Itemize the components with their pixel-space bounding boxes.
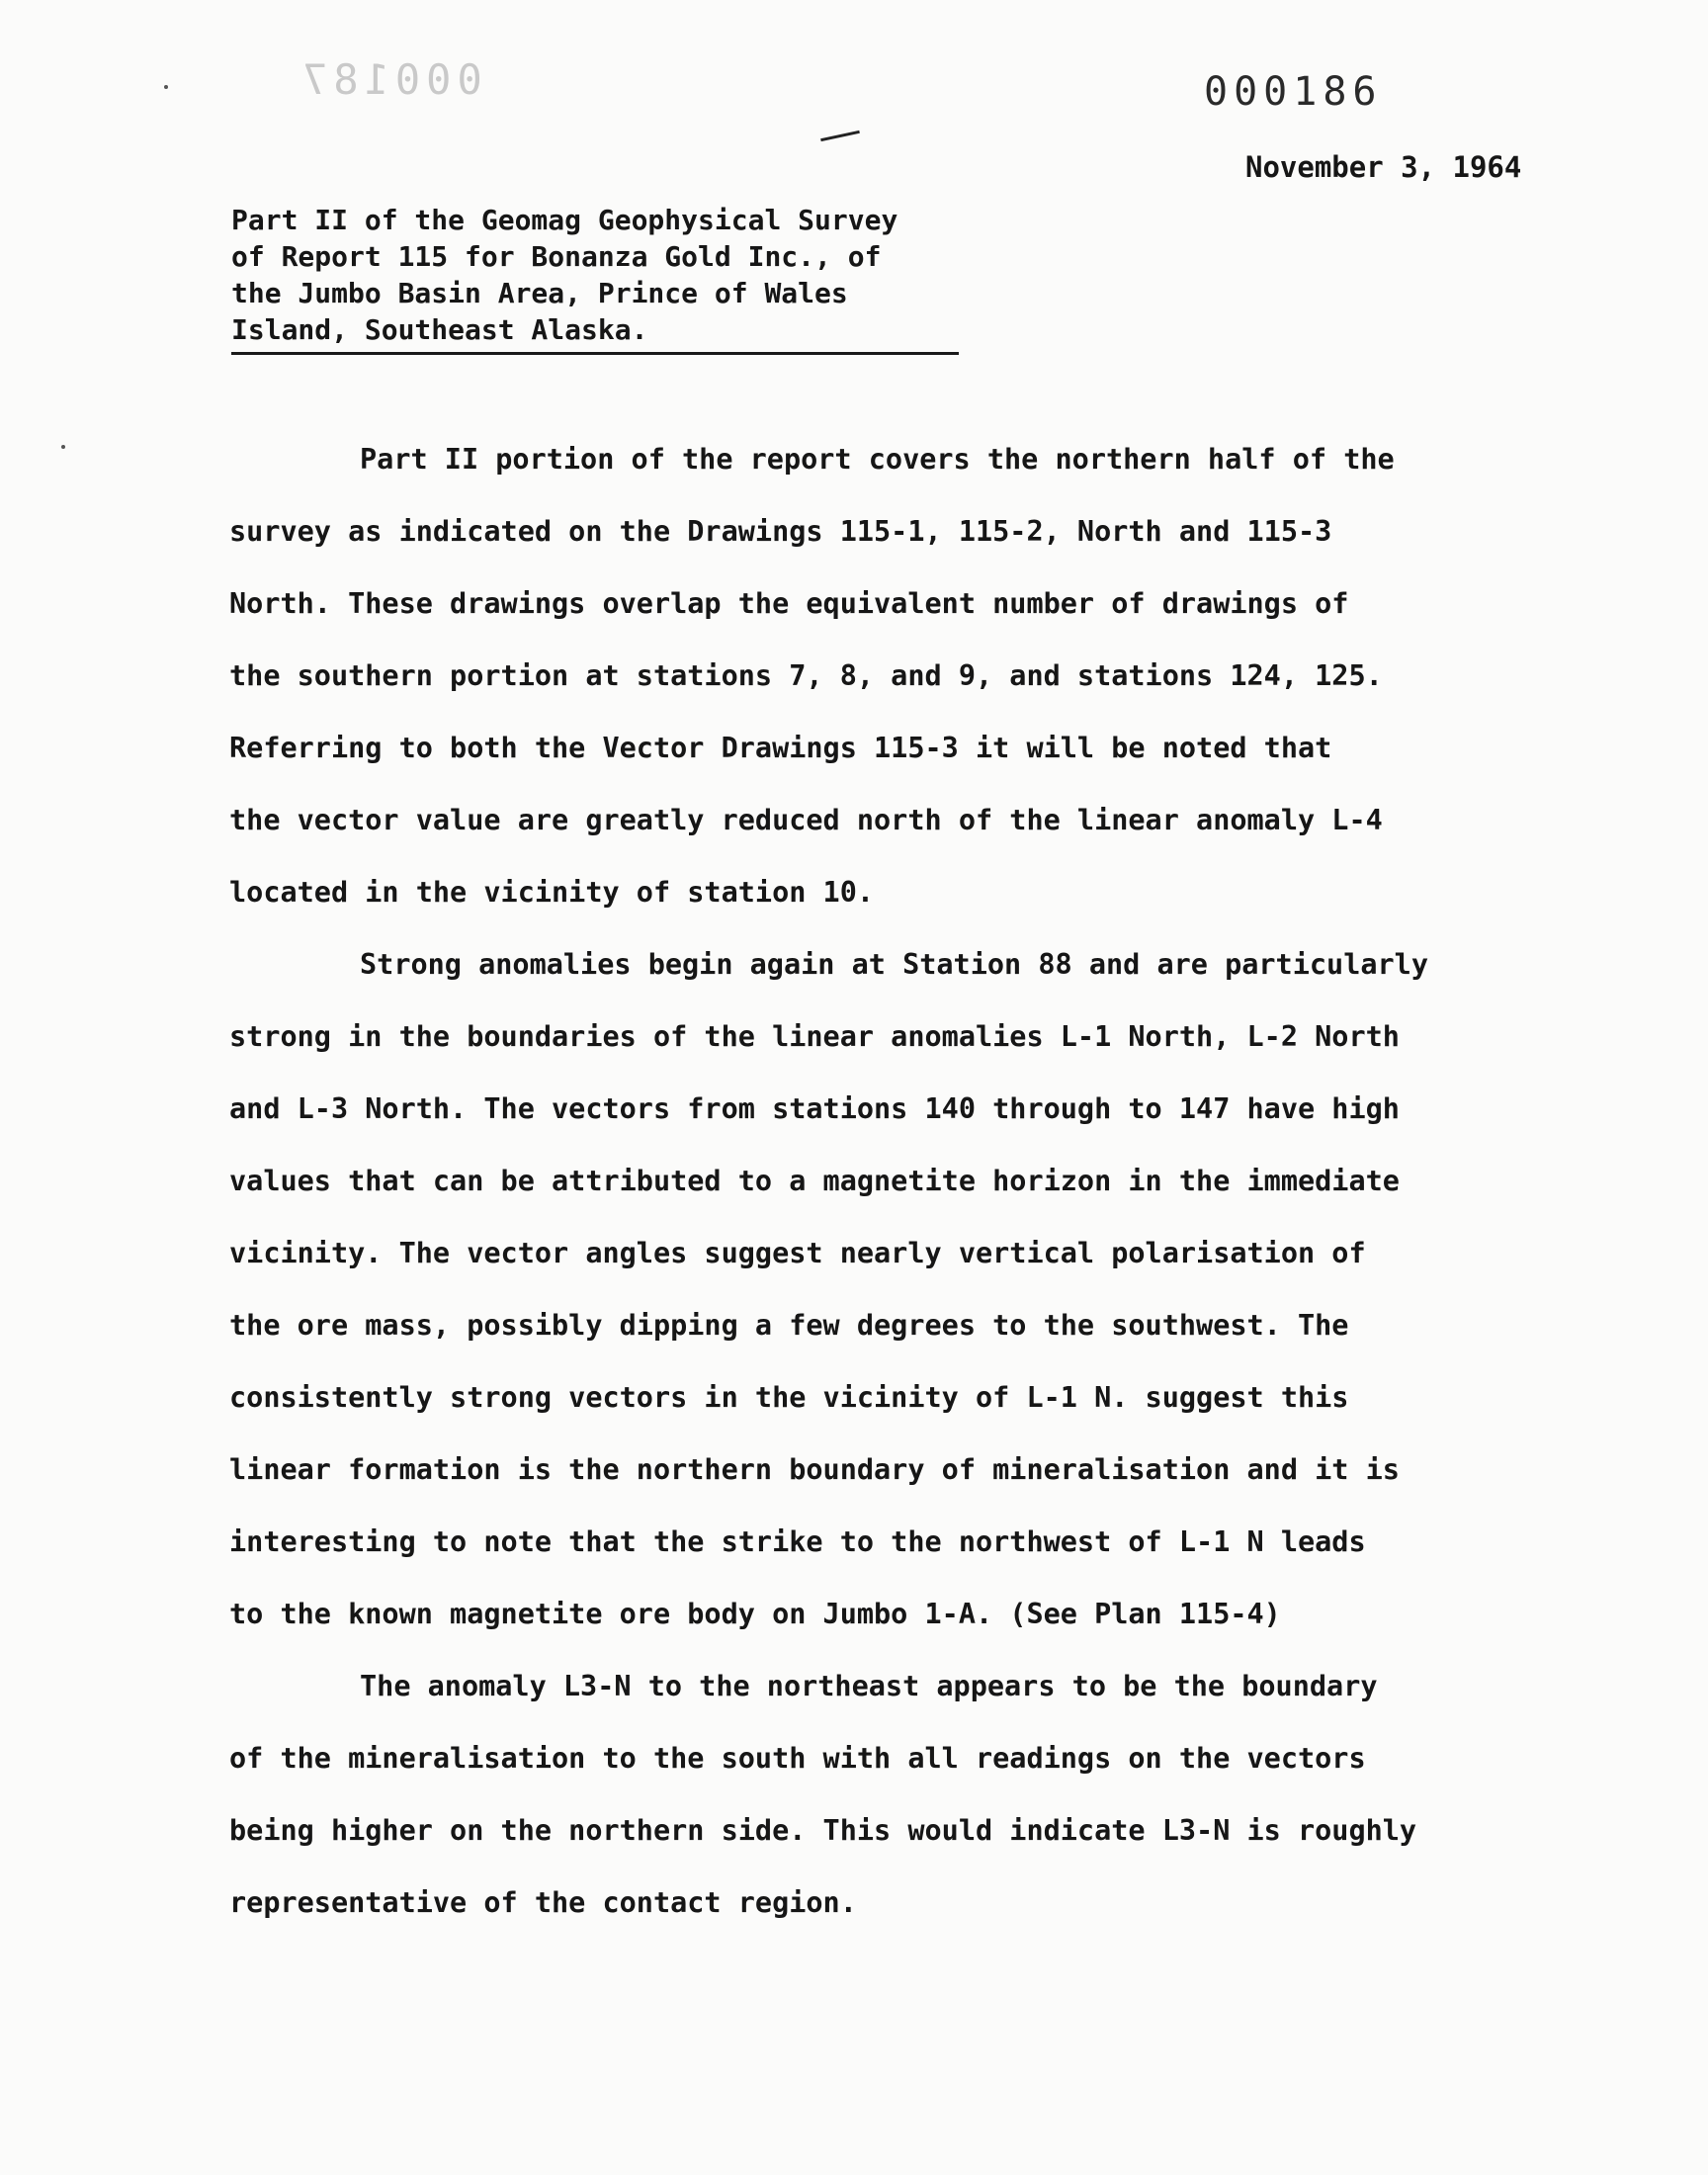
pen-stroke-mark: [820, 130, 860, 141]
text-line: Strong anomalies begin again at Station 88 and are particularly: [360, 948, 1428, 981]
bleed-through-page-number: 000187: [297, 55, 482, 104]
speck: [164, 85, 168, 89]
text-line: and L-3 North. The vectors from stations 140 through to 147 have high: [229, 1092, 1400, 1125]
text-line: located in the vicinity of station 10.: [229, 876, 875, 909]
text-line: of the mineralisation to the south with all readings on the vectors: [229, 1742, 1366, 1775]
text-line: consistently strong vectors in the vicinity of L-1 N. suggest this: [229, 1381, 1349, 1414]
text-line: The anomaly L3-N to the northeast appears to be the boundary: [360, 1670, 1378, 1702]
title-line: Island, Southeast Alaska.: [231, 313, 648, 346]
text-line: Part II portion of the report covers the northern half of the: [360, 443, 1395, 476]
speck: [61, 445, 65, 449]
text-line: interesting to note that the strike to the northwest of L-1 N leads: [229, 1525, 1366, 1558]
document-title: [231, 202, 959, 355]
title-line: of Report 115 for Bonanza Gold Inc., of: [231, 240, 882, 273]
text-line: the southern portion at stations 7, 8, and 9, and stations 124, 125.: [229, 659, 1383, 692]
text-line: Referring to both the Vector Drawings 115-3 it will be noted that: [229, 732, 1332, 764]
text-line: representative of the contact region.: [229, 1886, 857, 1919]
text-line: vicinity. The vector angles suggest nearly vertical polarisation of: [229, 1237, 1366, 1269]
text-line: to the known magnetite ore body on Jumbo 1-A. (See Plan 115-4): [229, 1598, 1281, 1630]
text-line: the ore mass, possibly dipping a few degrees to the southwest. The: [229, 1309, 1349, 1342]
text-line: being higher on the northern side. This would indicate L3-N is roughly: [229, 1814, 1417, 1847]
title-line: Part II of the Geomag Geophysical Survey: [231, 204, 898, 236]
text-line: survey as indicated on the Drawings 115-1, 115-2, North and 115-3: [229, 515, 1332, 548]
paragraph: [229, 928, 1514, 1650]
text-line: linear formation is the northern boundary of mineralisation and it is: [229, 1453, 1400, 1486]
paragraph: [229, 423, 1514, 928]
text-line: strong in the boundaries of the linear anomalies L-1 North, L-2 North: [229, 1020, 1400, 1053]
document-date: November 3, 1964: [1245, 150, 1522, 184]
paragraph: [229, 1650, 1514, 1939]
page-number: 000186: [1204, 69, 1383, 115]
title-line: the Jumbo Basin Area, Prince of Wales: [231, 277, 848, 309]
text-line: values that can be attributed to a magnetite horizon in the immediate: [229, 1165, 1400, 1197]
document-body: [229, 423, 1514, 1939]
text-line: the vector value are greatly reduced north of the linear anomaly L-4: [229, 804, 1383, 836]
text-line: North. These drawings overlap the equivalent number of drawings of: [229, 587, 1349, 620]
